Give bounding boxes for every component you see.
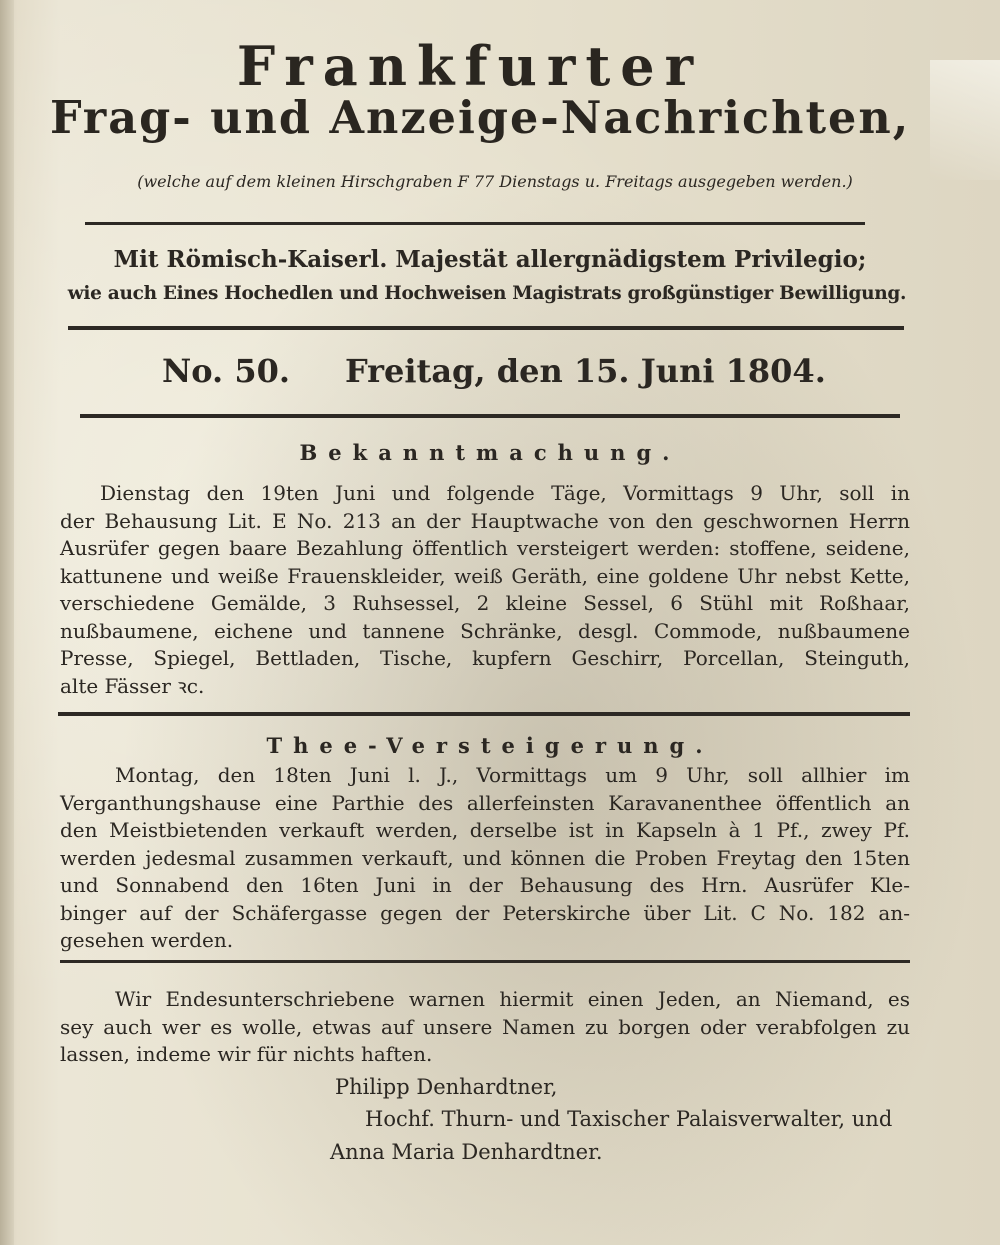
notice-line: binger auf der Schäfergasse gegen der Peterskirche über Lit. C No. 182 an- [60, 900, 910, 925]
notice-line: kattunene und weiße Frauenskleider, weiß Geräth, eine goldene Uhr nebst Kette, [60, 563, 910, 588]
divider-rule [80, 414, 900, 418]
signature-name: Philipp Denhardtner, [335, 1075, 558, 1099]
divider-rule [85, 222, 865, 225]
divider-rule [68, 326, 904, 330]
notice-line: den Meistbietenden verkauft werden, derselbe ist in Kapseln à 1 Pf., zwey Pf. [60, 818, 910, 842]
notice-line: Ausrüfer gegen baare Bezahlung öffentlich versteigert werden: stoffene, seidene, [60, 536, 910, 560]
masthead-title-line2: Frag- und Anzeige-Nachrichten, [50, 92, 911, 144]
issue-line [70, 352, 930, 400]
masthead-subtitle: (welche auf dem kleinen Hirschgraben F 77 Dienstags u. Freitags ausgegeben werden.) [137, 172, 853, 191]
divider-rule [60, 960, 910, 963]
notice-line: Verganthungshause eine Parthie des allerfeinsten Karavanenthee öffentlich an [60, 790, 910, 815]
notice-heading: Bekanntmachung. [299, 440, 681, 465]
issue-number: No. 50. [162, 352, 290, 390]
notice-line: und Sonnabend den 16ten Juni in der Behausung des Hrn. Ausrüfer Kle- [60, 873, 910, 897]
privilege-line-1: Mit Römisch-Kaiserl. Majestät allergnädigstem Privilegio; [113, 246, 867, 273]
notice-body [60, 480, 910, 700]
notice-heading: Thee-Versteigerung. [266, 733, 714, 758]
divider-rule [58, 712, 910, 716]
notice-line: nußbaumene, eichene und tannene Schränke, desgl. Commode, nußbaumene [60, 618, 910, 643]
notice-line: werden jedesmal zusammen verkauft, und können die Proben Freytag den 15ten [60, 845, 910, 870]
notice-line: lassen, indeme wir für nichts haften. [60, 1042, 433, 1066]
notice-line: alte Fässer ꝛc. [60, 673, 205, 698]
masthead-title-line1: Frankfurter [236, 34, 704, 98]
notice-body [60, 762, 910, 955]
notice-line: gesehen werden. [60, 928, 234, 952]
notice-line: Montag, den 18ten Juni l. J., Vormittags um 9 Uhr, soll allhier im [115, 763, 910, 787]
signature-title: Hochf. Thurn- und Taxischer Palaisverwalter, und [365, 1107, 893, 1131]
notice-body [60, 986, 910, 1069]
notice-line: Wir Endesunterschriebene warnen hiermit einen Jeden, an Niemand, es [115, 987, 910, 1011]
notice-line: verschiedene Gemälde, 3 Ruhsessel, 2 kleine Sessel, 6 Stühl mit Roßhaar, [60, 591, 910, 615]
notice-line: Presse, Spiegel, Bettladen, Tische, kupfern Geschirr, Porcellan, Steinguth, [60, 646, 910, 670]
notice-line: Dienstag den 19ten Juni und folgende Täge, Vormittags 9 Uhr, soll in [100, 481, 910, 505]
issue-date: Freitag, den 15. Juni 1804. [345, 352, 826, 390]
privilege-line-2: wie auch Eines Hochedlen und Hochweisen Magistrats großgünstiger Bewilligung. [67, 283, 907, 304]
binding-edge [0, 0, 14, 1245]
notice-line: sey auch wer es wolle, etwas auf unsere Namen zu borgen oder verabfolgen zu [60, 1014, 910, 1039]
signature-name: Anna Maria Denhardtner. [330, 1140, 603, 1164]
page-fold [930, 60, 1000, 180]
notice-line: der Behausung Lit. E No. 213 an der Hauptwache von den geschwornen Herrn [60, 508, 910, 533]
